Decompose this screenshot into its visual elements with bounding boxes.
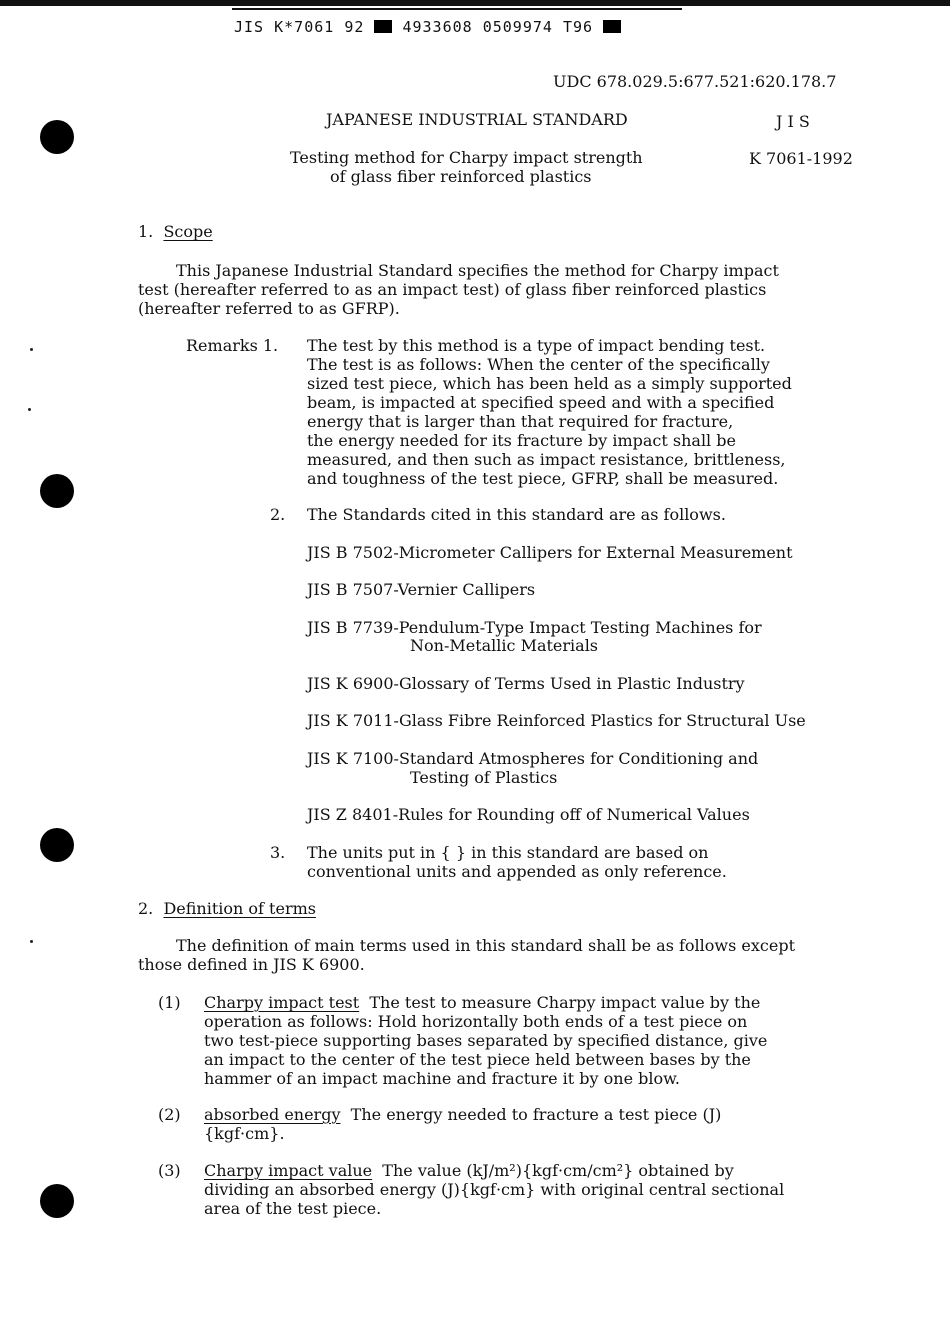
cited-standard-cont: Non-Metallic Materials <box>410 636 599 655</box>
definition-item <box>204 993 767 1088</box>
cited-standard: JIS K 7100-Standard Atmospheres for Conditioning and <box>307 749 759 768</box>
text-line: The units put in { } in this standard are based on <box>307 843 709 862</box>
text-line: energy that is larger than that required for fracture, <box>307 412 734 431</box>
definition-number: (1) <box>158 993 181 1012</box>
remark-3-number: 3. <box>270 843 286 862</box>
text-line: dividing an absorbed energy (J){kgf·cm} with original central sectional <box>204 1180 785 1199</box>
text-line: sized test piece, which has been held as a simply supported <box>307 374 792 393</box>
text-line: beam, is impacted at specified speed and with a specified <box>307 393 775 412</box>
scan-speck <box>28 408 31 411</box>
scan-speck <box>30 348 33 351</box>
definition-term: Charpy impact test <box>204 993 360 1012</box>
remarks-label: Remarks 1. <box>186 336 279 355</box>
section-2-heading <box>138 899 316 918</box>
remark-1 <box>307 336 792 488</box>
definition-number: (3) <box>158 1161 181 1180</box>
text-line: test (hereafter referred to as an impact test) of glass fiber reinforced plastics <box>138 280 767 299</box>
text-line: The test is as follows: When the center of the specifically <box>307 355 770 374</box>
cited-standard: JIS Z 8401-Rules for Rounding off of Numerical Values <box>307 805 750 824</box>
section-1-heading <box>138 222 213 241</box>
cited-standard: JIS B 7739-Pendulum-Type Impact Testing Machines for <box>307 618 762 637</box>
punch-hole-3 <box>40 828 74 862</box>
definition-item <box>204 1161 784 1218</box>
text-line: area of the test piece. <box>204 1199 382 1218</box>
definition-term: absorbed energy <box>204 1105 341 1124</box>
catalog-code-b: 4933608 0509974 T96 <box>402 18 594 36</box>
definitions-intro <box>138 936 795 974</box>
text-line: (hereafter referred to as GFRP). <box>138 299 400 318</box>
remark-2-number: 2. <box>270 505 286 524</box>
text-line: The definition of main terms used in this standard shall be as follows except <box>176 936 796 955</box>
text-line: The test by this method is a type of impact bending test. <box>307 336 766 355</box>
text-line: and toughness of the test piece, GFRP, shall be measured. <box>307 469 779 488</box>
solid-block-icon <box>603 20 621 33</box>
text-line: This Japanese Industrial Standard specifies the method for Charpy impact <box>176 261 779 280</box>
text-line: those defined in JIS K 6900. <box>138 955 365 974</box>
jis-mark: J I S <box>776 112 810 131</box>
remark-3 <box>307 843 727 881</box>
text-line: an impact to the center of the test piece held between bases by the <box>204 1050 751 1069</box>
text-line: conventional units and appended as only reference. <box>307 862 727 881</box>
punch-hole-4 <box>40 1184 74 1218</box>
text-line: measured, and then such as impact resistance, brittleness, <box>307 450 786 469</box>
header-rule <box>232 8 682 10</box>
udc-code: UDC 678.029.5:677.521:620.178.7 <box>553 72 837 91</box>
text-line: {kgf·cm}. <box>204 1124 285 1143</box>
section-number: 2. <box>138 899 154 918</box>
definition-text: The energy needed to fracture a test piece (J) <box>340 1105 722 1124</box>
catalog-code <box>234 18 621 37</box>
cited-standard: JIS K 6900-Glossary of Terms Used in Plastic Industry <box>307 674 745 693</box>
text-line: operation as follows: Hold horizontally both ends of a test piece on <box>204 1012 748 1031</box>
definition-text: The test to measure Charpy impact value by the <box>359 993 761 1012</box>
cited-standard-cont: Testing of Plastics <box>410 768 558 787</box>
definition-item <box>204 1105 721 1143</box>
section-title: Scope <box>163 222 213 241</box>
title-line-1: Testing method for Charpy impact strength <box>290 148 643 167</box>
scan-edge-top <box>0 0 950 6</box>
scan-speck <box>30 940 33 943</box>
section-number: 1. <box>138 222 154 241</box>
cited-standard: JIS B 7502-Micrometer Callipers for External Measurement <box>307 543 793 562</box>
section-title: Definition of terms <box>163 899 316 918</box>
punch-hole-2 <box>40 474 74 508</box>
definition-number: (2) <box>158 1105 181 1124</box>
text-line: hammer of an impact machine and fracture it by one blow. <box>204 1069 681 1088</box>
standard-org: JAPANESE INDUSTRIAL STANDARD <box>326 110 628 129</box>
cited-standard: JIS B 7507-Vernier Callipers <box>307 580 536 599</box>
scope-paragraph <box>138 261 779 318</box>
definition-term: Charpy impact value <box>204 1161 373 1180</box>
catalog-code-a: JIS K*7061 92 <box>234 18 365 36</box>
remark-2-text: The Standards cited in this standard are as follows. <box>307 505 726 524</box>
punch-hole-1 <box>40 120 74 154</box>
standard-number: K 7061-1992 <box>749 149 853 168</box>
text-line: the energy needed for its fracture by impact shall be <box>307 431 736 450</box>
title-line-2: of glass fiber reinforced plastics <box>330 167 592 186</box>
cited-standard: JIS K 7011-Glass Fibre Reinforced Plastics for Structural Use <box>307 711 806 730</box>
text-line: two test-piece supporting bases separated by specified distance, give <box>204 1031 768 1050</box>
solid-block-icon <box>374 20 392 33</box>
definition-text: The value (kJ/m²){kgf·cm/cm²} obtained by <box>372 1161 734 1180</box>
